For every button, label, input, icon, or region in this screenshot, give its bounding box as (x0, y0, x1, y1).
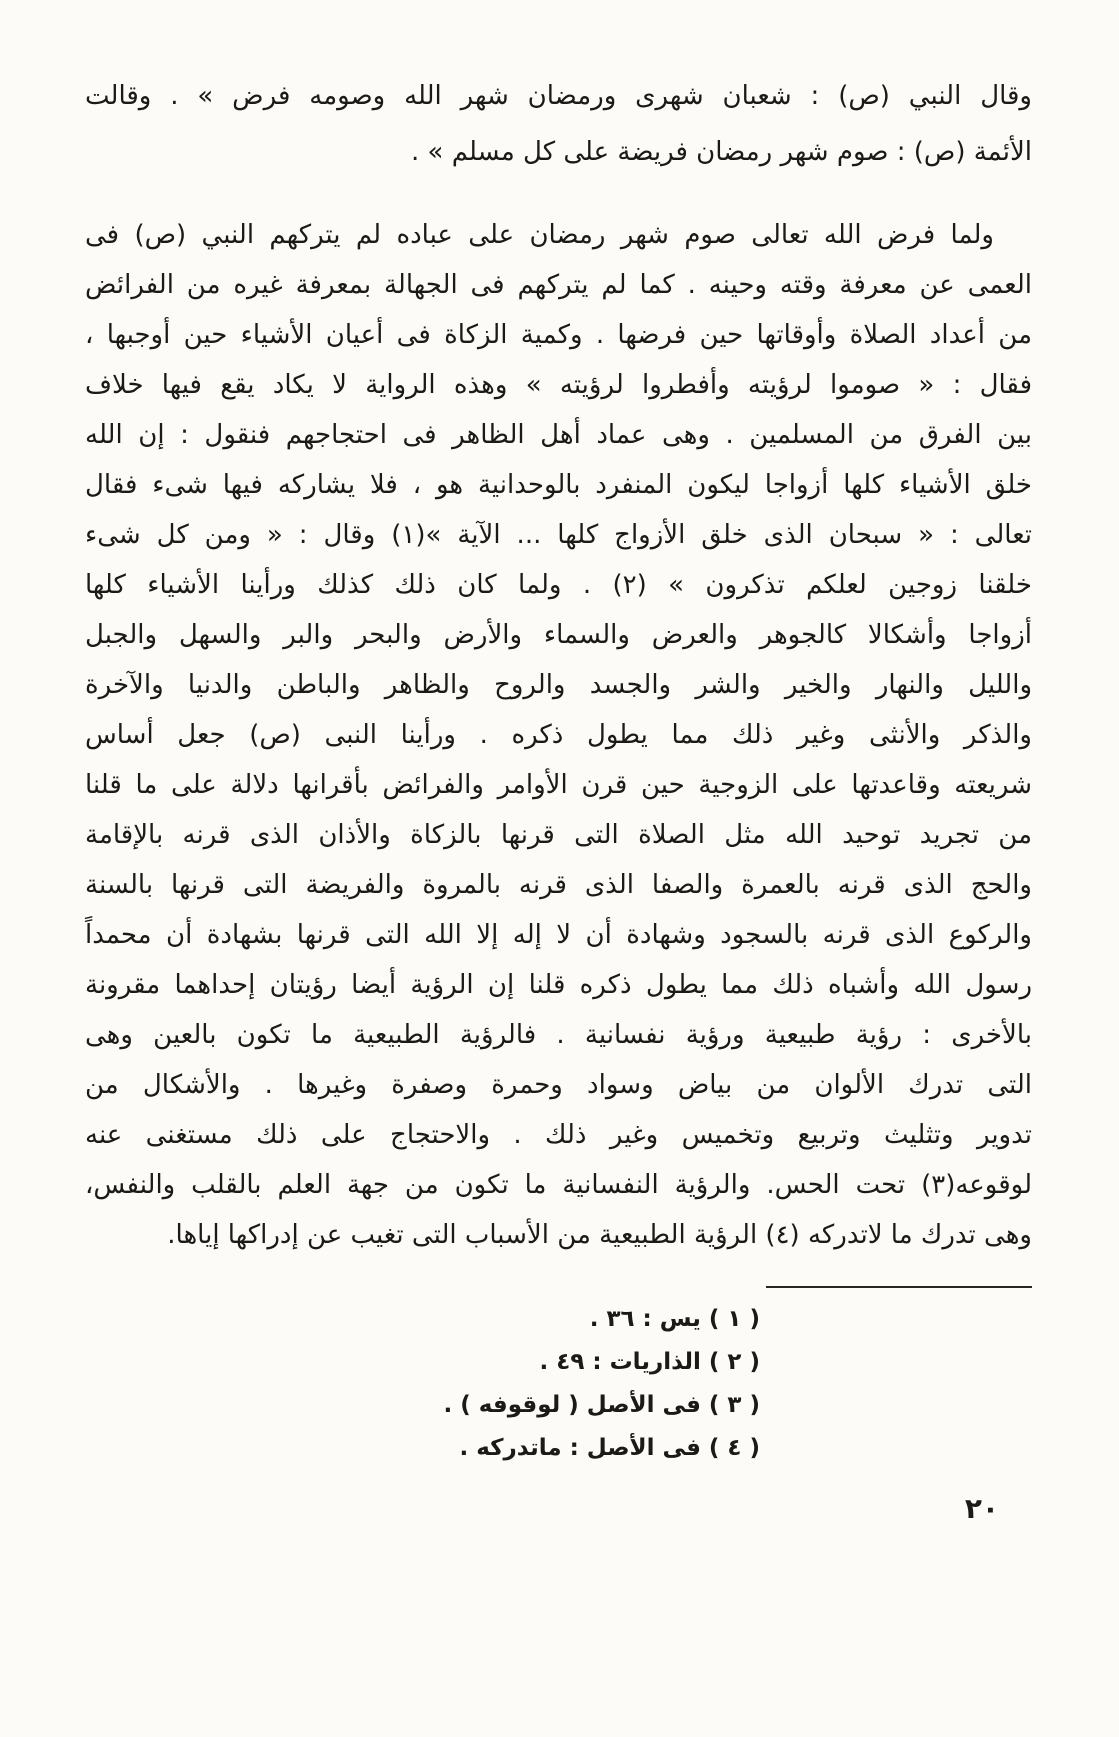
text-line: وقال النبي (ص) : شعبان شهرى ورمضان شهر الله وصومه فرض » . وقالت (85, 81, 1032, 111)
text-line: والركوع الذى قرنه بالسجود وشهادة أن لا إله إلا الله التى قرنها بشهادة أن محمداً (85, 920, 1032, 950)
text-line: فقال : « صوموا لرؤيته وأفطروا لرؤيته » وهذه الرواية لا يكاد يقع فيها خلاف (85, 370, 1032, 400)
text-line: أزواجا وأشكالا كالجوهر والعرض والسماء والأرض والبحر والبر والسهل والجبل (85, 620, 1032, 650)
text-block (85, 68, 1032, 1470)
text-line: خلقنا زوجين لعلكم تذكرون » (٢) . ولما كان ذلك كذلك ورأينا الأشياء كلها (85, 570, 1032, 600)
text-line: ولما فرض الله تعالى صوم شهر رمضان على عباده لم يتركهم النبي (ص) فى (85, 220, 994, 250)
text-line: والليل والنهار والخير والشر والجسد والروح والظاهر والباطن والدنيا والآخرة (85, 670, 1032, 700)
paragraph-hadith (85, 68, 1032, 180)
text-line: الأئمة (ص) : صوم شهر رمضان فريضة على كل مسلم » . (411, 137, 1032, 167)
footnote-item: ( ٢ ) الذاريات : ٤٩ . (539, 1349, 760, 1375)
text-line: رسول الله وأشباه ذلك مما يطول ذكره قلنا إن الرؤية أيضا رؤيتان إحداهما مقرونة (85, 970, 1032, 1000)
footnotes (85, 1298, 760, 1470)
text-line: من تجريد توحيد الله مثل الصلاة التى قرنها بالزكاة والأذان الذى قرنه بالإقامة (85, 820, 1032, 850)
footnote-item: ( ٤ ) فى الأصل : ماتدركه . (459, 1435, 760, 1461)
text-line: بين الفرق من المسلمين . وهى عماد أهل الظاهر فى احتجاجهم فنقول : إن الله (85, 420, 1032, 450)
text-line: لوقوعه(٣) تحت الحس. والرؤية النفسانية ما تكون من جهة العلم بالقلب والنفس، (85, 1170, 1032, 1200)
text-line: التى تدرك الألوان من بياض وسواد وحمرة وصفرة وغيرها . والأشكال من (85, 1070, 1032, 1100)
page-number: ٢٠ (964, 1492, 999, 1525)
footnote-separator (766, 1286, 1032, 1288)
text-line: العمى عن معرفة وقته وحينه . كما لم يتركهم فى الجهالة بمعرفة غيره من الفرائض (85, 270, 1032, 300)
text-line: من أعداد الصلاة وأوقاتها حين فرضها . وكمية الزكاة فى أعيان الأشياء حين أوجبها ، (85, 320, 1032, 350)
text-line: شريعته وقاعدتها على الزوجية حين قرن الأوامر والفرائض بأقرانها دلالة على ما قلنا (85, 770, 1032, 800)
text-line: خلق الأشياء كلها أزواجا ليكون المنفرد بالوحدانية هو ، فلا يشاركه فيها شىء فقال (85, 470, 1032, 500)
text-line: بالأخرى : رؤية طبيعية ورؤية نفسانية . فالرؤية الطبيعية ما تكون بالعين وهى (85, 1020, 1032, 1050)
footnote-item: ( ١ ) يس : ٣٦ . (589, 1306, 760, 1332)
text-line: والذكر والأنثى وغير ذلك مما يطول ذكره . ورأينا النبى (ص) جعل أساس (85, 720, 1032, 750)
text-line: وهى تدرك ما لاتدركه (٤) الرؤية الطبيعية من الأسباب التى تغيب عن إدراكها إياها. (167, 1220, 1032, 1250)
text-line: تدوير وتثليث وتربيع وتخميس وغير ذلك . والاحتجاج على ذلك مستغنى عنه (85, 1120, 1032, 1150)
footnote-item: ( ٣ ) فى الأصل ( لوقوفه ) . (443, 1392, 760, 1418)
text-line: تعالى : « سبحان الذى خلق الأزواج كلها ... الآية »(١) وقال : « ومن كل شىء (85, 520, 1032, 550)
paragraph-main (85, 210, 1032, 1260)
text-line: والحج الذى قرنه بالعمرة والصفا الذى قرنه بالمروة والفريضة التى قرنها بالسنة (85, 870, 1032, 900)
